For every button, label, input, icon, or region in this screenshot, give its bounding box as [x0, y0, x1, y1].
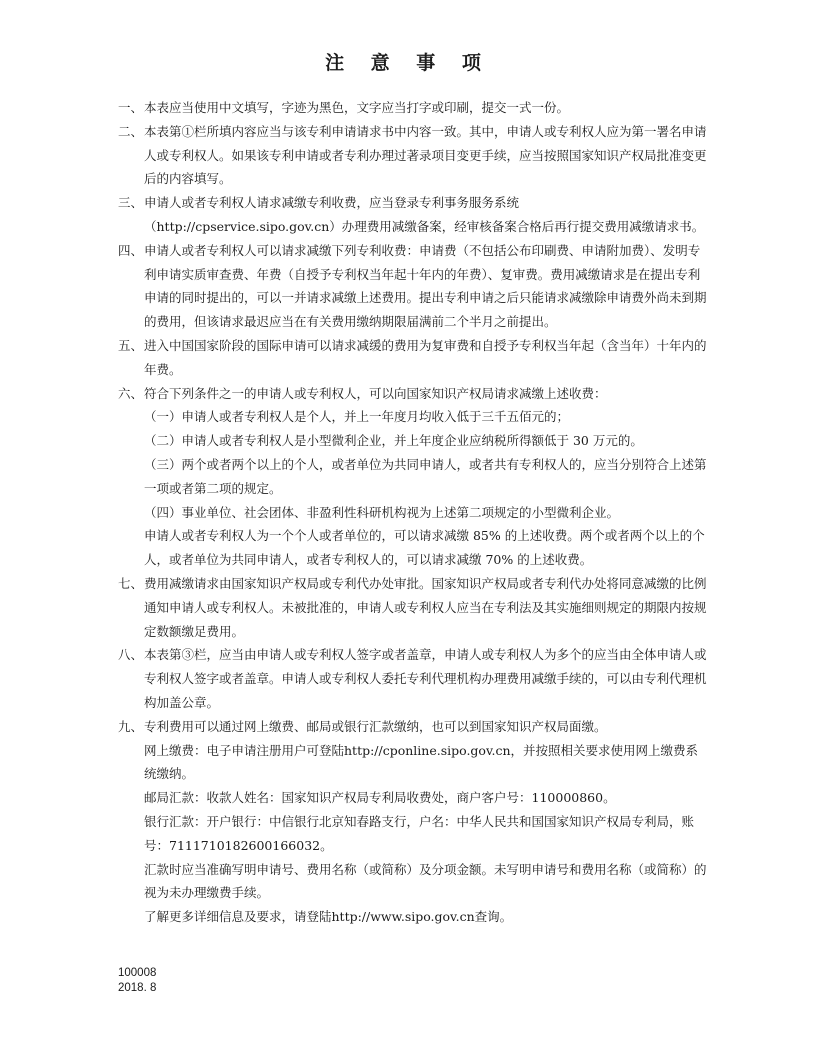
list-item	[118, 96, 708, 120]
sub-item: （三）两个或者两个以上的个人，或者单位为共同申请人，或者共有专利权人的，应当分别符合上述第一项或者第二项的规定。	[144, 456, 707, 496]
sub-item: （二）申请人或者专利权人是小型微利企业，并上年度企业应纳税所得额低于 30 万元的。	[144, 433, 643, 449]
list-item	[118, 643, 708, 714]
item-text: 进入中国国家阶段的国际申请可以请求减缓的费用为复审费和自授予专利权当年起（含当年）十年内的年费。	[144, 337, 707, 377]
item-text: 符合下列条件之一的申请人或专利权人，可以向国家知识产权局请求减缴上述收费：	[144, 385, 607, 401]
list-item	[118, 382, 708, 406]
payment-bank: 银行汇款：开户银行：中信银行北京知春路支行，户名：中华人民共和国国家知识产权局专利局，账号：7111710182600166032。	[144, 813, 695, 853]
list-item	[118, 120, 708, 191]
payment-online: 网上缴费：电子申请注册用户可登陆http://cponline.sipo.gov.cn，并按照相关要求使用网上缴费系统缴纳。	[144, 742, 699, 782]
list-item	[118, 191, 708, 239]
list-item	[118, 334, 708, 382]
item-text: 本表应当使用中文填写，字迹为黑色，文字应当打字或印刷，提交一式一份。	[144, 100, 570, 115]
item-text: 申请人或者专利权人请求减缴专利收费，应当登录专利事务服务系统（http://cpservice.sipo.gov.cn）办理费用减缴备案，经审核备案合格后再行提交费用减缴请求书。	[144, 195, 705, 234]
sub-item: （一）申请人或者专利权人是个人，并上一年度月均收入低于三千五佰元的；	[144, 409, 570, 425]
item-text: 申请人或者专利权人可以请求减缴下列专利收费：申请费（不包括公布印刷费、申请附加费）、发明专利申请实质审查费、年费（自授予专利权当年起十年内的年费）、复审费。费用减缴请求是在提出专利申请的同时提出的，可以一并请求减缴上述费用。提出专利申请之后只能请求减缴除申请费外尚未到期的费用，但该请求最迟应当在有关费用缴纳期限届满前二个半月之前提出。	[144, 242, 707, 330]
item-text: 费用减缴请求由国家知识产权局或专利代办处审批。国家知识产权局或者专利代办处将同意减缴的比例通知申请人或专利权人。未被批准的，申请人或专利权人应当在专利法及其实施细则规定的期限内按规定数额缴足费用。	[144, 575, 707, 639]
notice-body	[118, 96, 708, 929]
item-number: 七、	[118, 575, 144, 591]
item-text: 专利费用可以通过网上缴费、邮局或银行汇款缴纳，也可以到国家知识产权局面缴。	[144, 718, 607, 734]
payment-remark: 汇款时应当准确写明申请号、费用名称（或简称）及分项金额。未写明申请号和费用名称（或简称）的视为未办理缴费手续。	[144, 861, 707, 901]
sub-item: （四）事业单位、社会团体、非盈利性科研机构视为上述第二项规定的小型微利企业。	[144, 504, 620, 520]
form-code: 100008	[118, 967, 157, 979]
item-number: 五、	[118, 337, 144, 353]
item-number: 八、	[118, 647, 144, 663]
reduction-note: 申请人或者专利权人为一个个人或者单位的，可以请求减缴 85% 的上述收费。两个或者两个以上的个人，或者单位为共同申请人，或者专利权人的，可以请求减缴 70% 的上述收费。	[144, 528, 705, 568]
item-number: 四、	[118, 242, 144, 258]
item-text: 本表第③栏，应当由申请人或专利权人签字或者盖章，申请人或专利权人为多个的应当由全体申请人或专利权人签字或者盖章。申请人或专利权人委托专利代理机构办理费用减缴手续的，可以由专利代理机构加盖公章。	[144, 647, 707, 710]
page-title: 注 意 事 项	[325, 52, 491, 74]
list-item	[118, 239, 708, 334]
item-text: 本表第①栏所填内容应当与该专利申请请求书中内容一致。其中，申请人或专利权人应为第一署名申请人或专利权人。如果该专利申请或者专利办理过著录项目变更手续，应当按照国家知识产权局批准变更后的内容填写。	[144, 123, 707, 187]
form-footer	[118, 966, 156, 996]
item-number: 九、	[118, 718, 144, 734]
more-info: 了解更多详细信息及要求，请登陆http://www.sipo.gov.cn查询。	[144, 909, 513, 925]
payment-post: 邮局汇款：收款人姓名：国家知识产权局专利局收费处，商户客户号：110000860。	[144, 790, 616, 806]
item-number: 三、	[118, 195, 144, 211]
item-number: 二、	[118, 123, 144, 139]
item-number: 六、	[118, 385, 144, 401]
item-number: 一、	[118, 100, 144, 115]
form-date: 2018. 8	[118, 982, 157, 994]
list-item	[118, 572, 708, 643]
list-item	[118, 715, 708, 739]
